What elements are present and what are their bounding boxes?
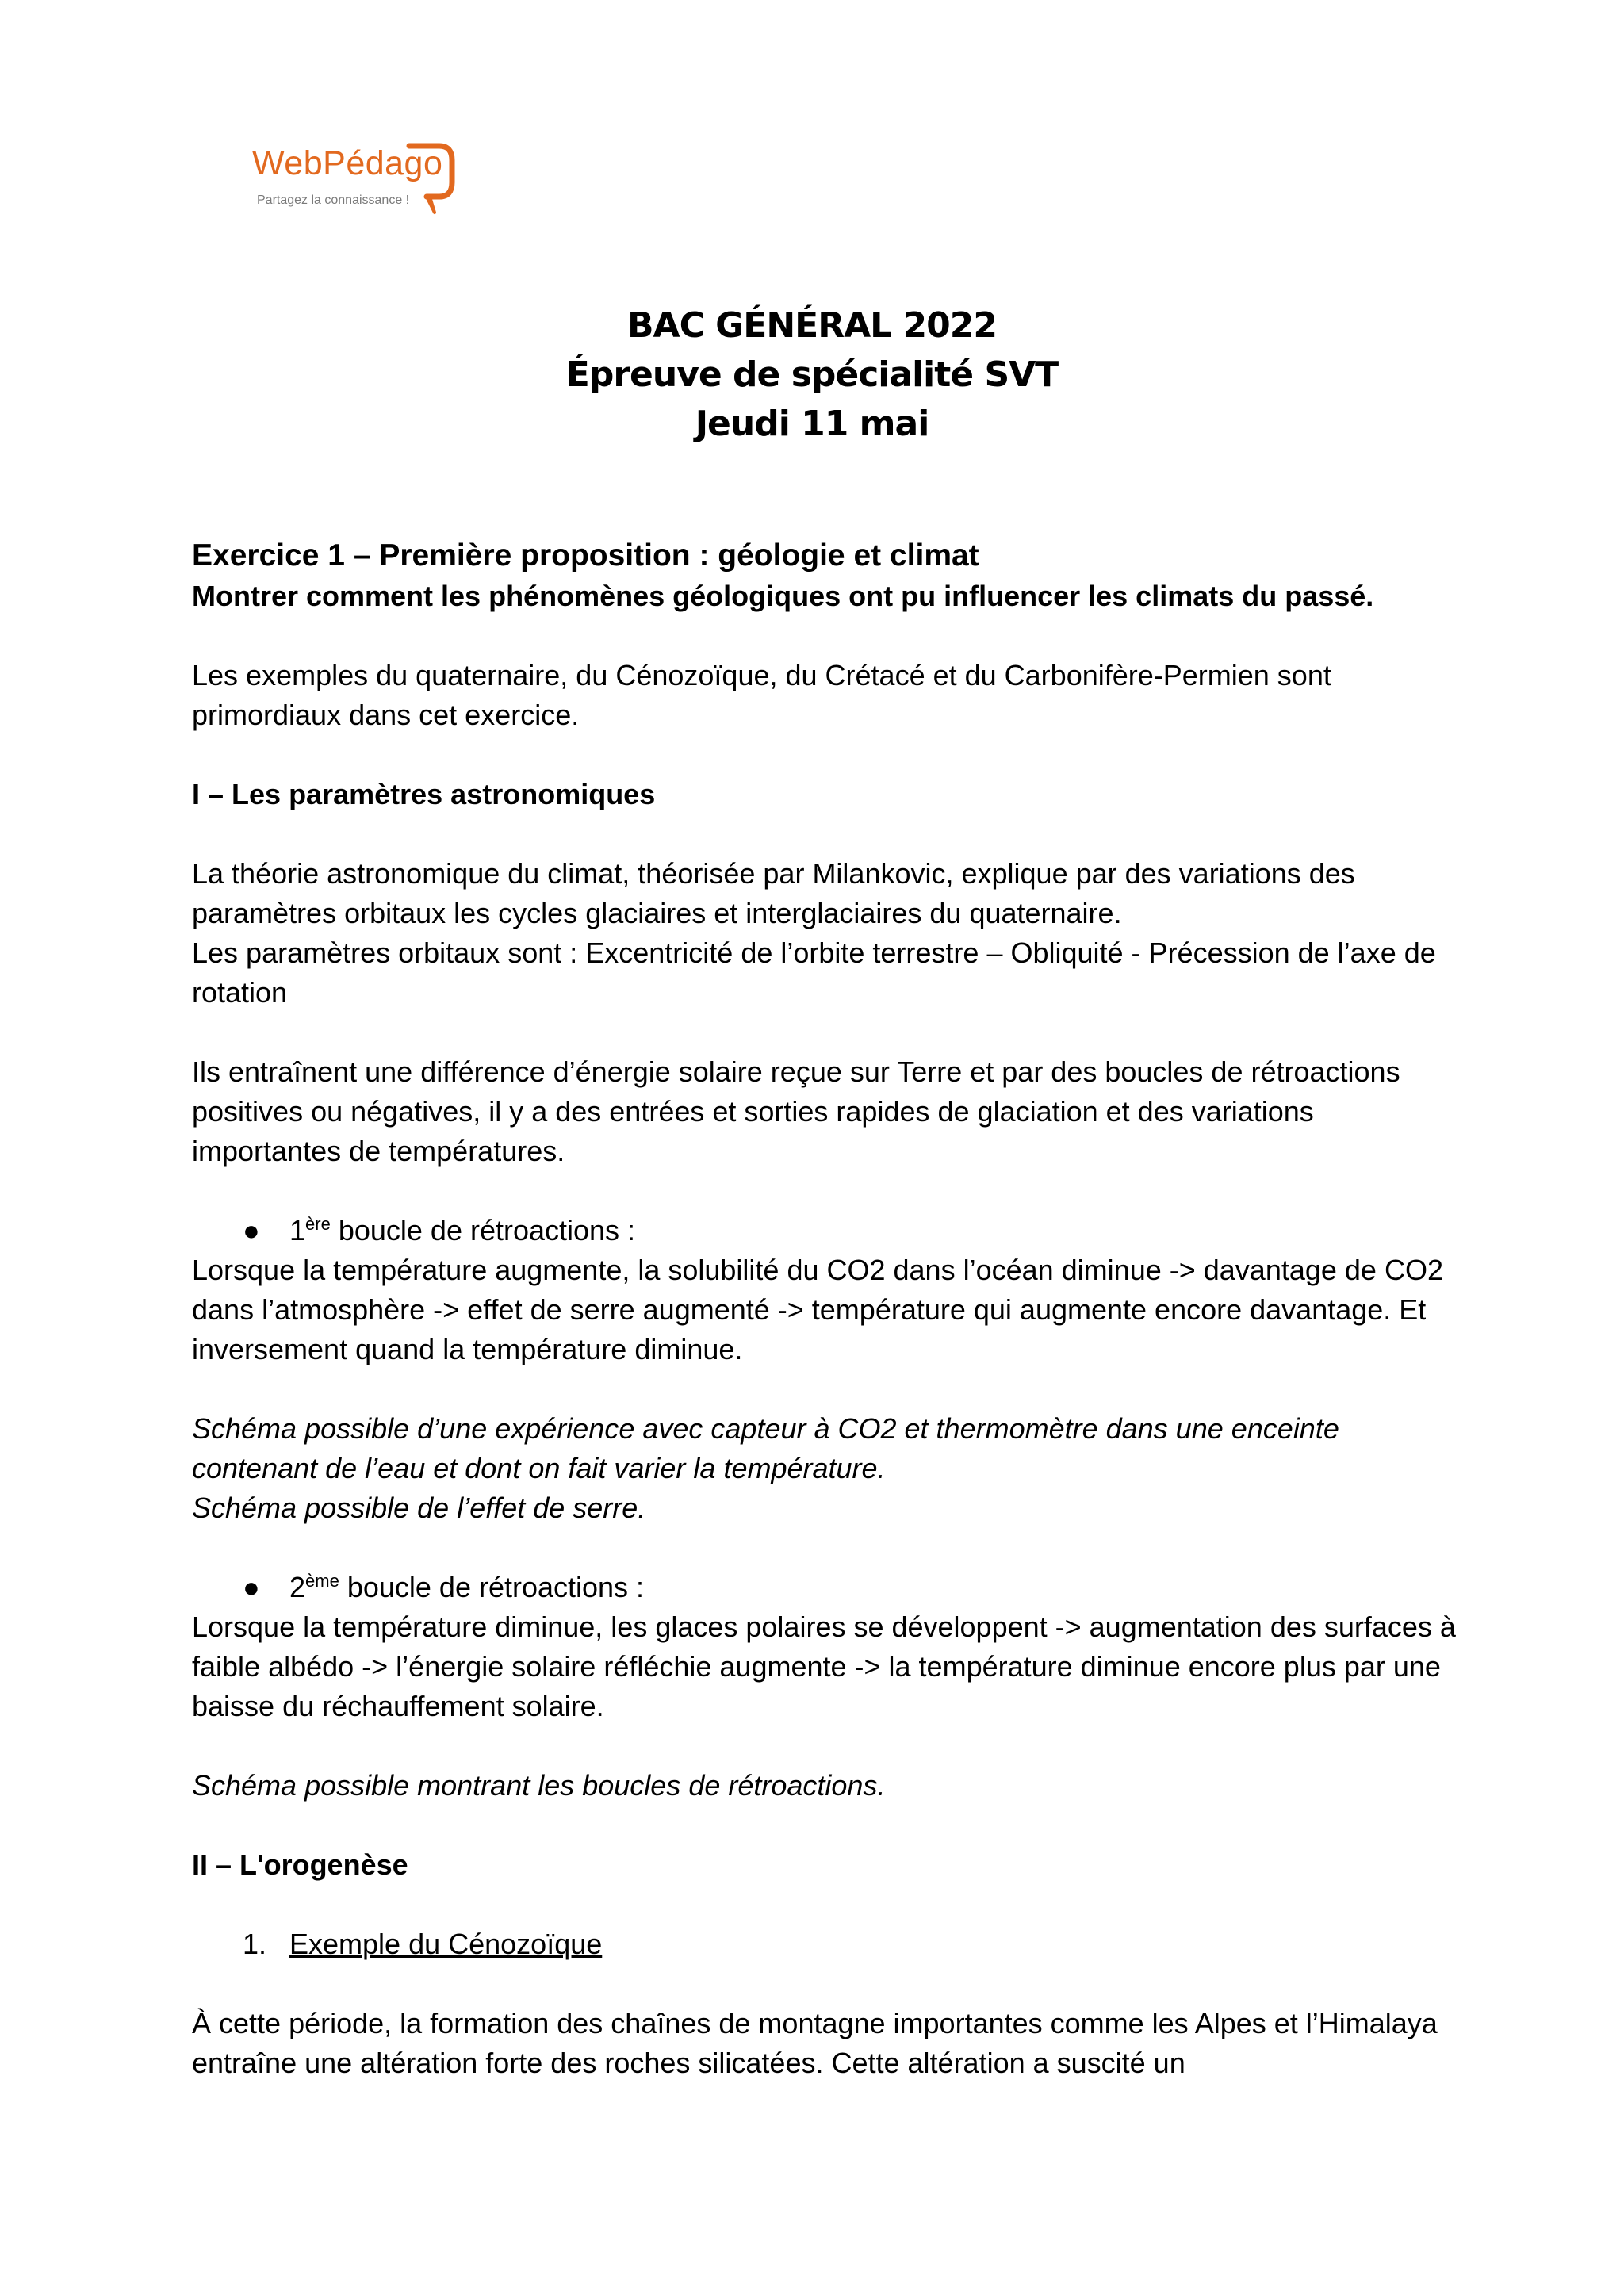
section-2-paragraph: À cette période, la formation des chaînes de montagne importantes comme les Alpes et l’Himalaya entraîne une altération forte des roches silicatées. Cette altération a suscité un	[192, 2007, 1438, 2079]
header-exam-title: BAC GÉNÉRAL 2022	[626, 305, 997, 346]
cenozoic-heading: Exemple du Cénozoïque	[289, 1928, 603, 1960]
section-1-paragraph: Les paramètres orbitaux sont : Excentricité de l’orbite terrestre – Obliquité - Précession de l’axe de rotation	[192, 936, 1436, 1009]
section-2-title: II – L'orogenèse	[192, 1848, 408, 1881]
section-1-paragraph: La théorie astronomique du climat, théorisée par Milankovic, explique par des variations des paramètres orbitaux les cycles glaciaires et interglaciaires du quaternaire.	[192, 857, 1355, 929]
loop-1-text: Lorsque la température augmente, la solubilité du CO2 dans l’océan diminue -> davantage de CO2 dans l’atmosphère -> effet de serre augmenté -> température qui augmente encore davantage. Et inversement quand la température diminue.	[192, 1254, 1443, 1365]
loop-1-note: Schéma possible d’une expérience avec capteur à CO2 et thermomètre dans une enceinte contenant de l’eau et dont on fait varier la température.	[192, 1412, 1339, 1484]
document-header	[0, 301, 1624, 449]
section-1-paragraph: Ils entraînent une différence d’énergie solaire reçue sur Terre et par des boucles de rétroactions positives ou négatives, il y a des entrées et sorties rapides de glaciation et des variations importantes de températures.	[192, 1055, 1400, 1167]
document-body	[192, 535, 1461, 2083]
exercise-subtitle: Montrer comment les phénomènes géologiques ont pu influencer les climats du passé.	[192, 580, 1374, 612]
webpedago-logo	[246, 133, 452, 220]
speech-bubble-icon	[403, 141, 458, 217]
loop-1-note: Schéma possible de l’effet de serre.	[192, 1492, 646, 1524]
logo-tagline: Partagez la connaissance !	[257, 193, 410, 207]
loop-2-ordinal: ème	[305, 1571, 339, 1591]
loop-2-label: boucle de rétroactions :	[339, 1571, 645, 1603]
header-subject: Épreuve de spécialité SVT	[565, 354, 1059, 395]
loop-2-text: Lorsque la température diminue, les glaces polaires se développent -> augmentation des surfaces à faible albédo -> l’énergie solaire réfléchie augmente -> la température diminue encore plus par une baisse du réchauffement solaire.	[192, 1610, 1456, 1722]
loop-2-number: 2	[289, 1571, 306, 1603]
bullet-icon: ●	[243, 1214, 260, 1247]
exercise-title: Exercice 1 – Première proposition : géologie et climat	[192, 538, 979, 573]
list-number: 1.	[243, 1928, 267, 1960]
list-item-loop-1	[192, 1211, 1461, 1250]
section-1-title: I – Les paramètres astronomiques	[192, 778, 656, 810]
bullet-icon: ●	[243, 1571, 260, 1603]
loop-1-number: 1	[289, 1214, 306, 1247]
list-item-cenozoic	[192, 1924, 1461, 1964]
header-date: Jeudi 11 mai	[695, 404, 929, 444]
list-item-loop-2	[192, 1568, 1461, 1607]
loop-1-label: boucle de rétroactions :	[330, 1214, 636, 1247]
logo-title: WebPédago	[252, 144, 443, 182]
exercise-intro: Les exemples du quaternaire, du Cénozoïque, du Crétacé et du Carbonifère-Permien sont primordiaux dans cet exercice.	[192, 659, 1331, 731]
loop-1-ordinal: ère	[305, 1214, 331, 1234]
loop-2-note: Schéma possible montrant les boucles de rétroactions.	[192, 1769, 886, 1802]
